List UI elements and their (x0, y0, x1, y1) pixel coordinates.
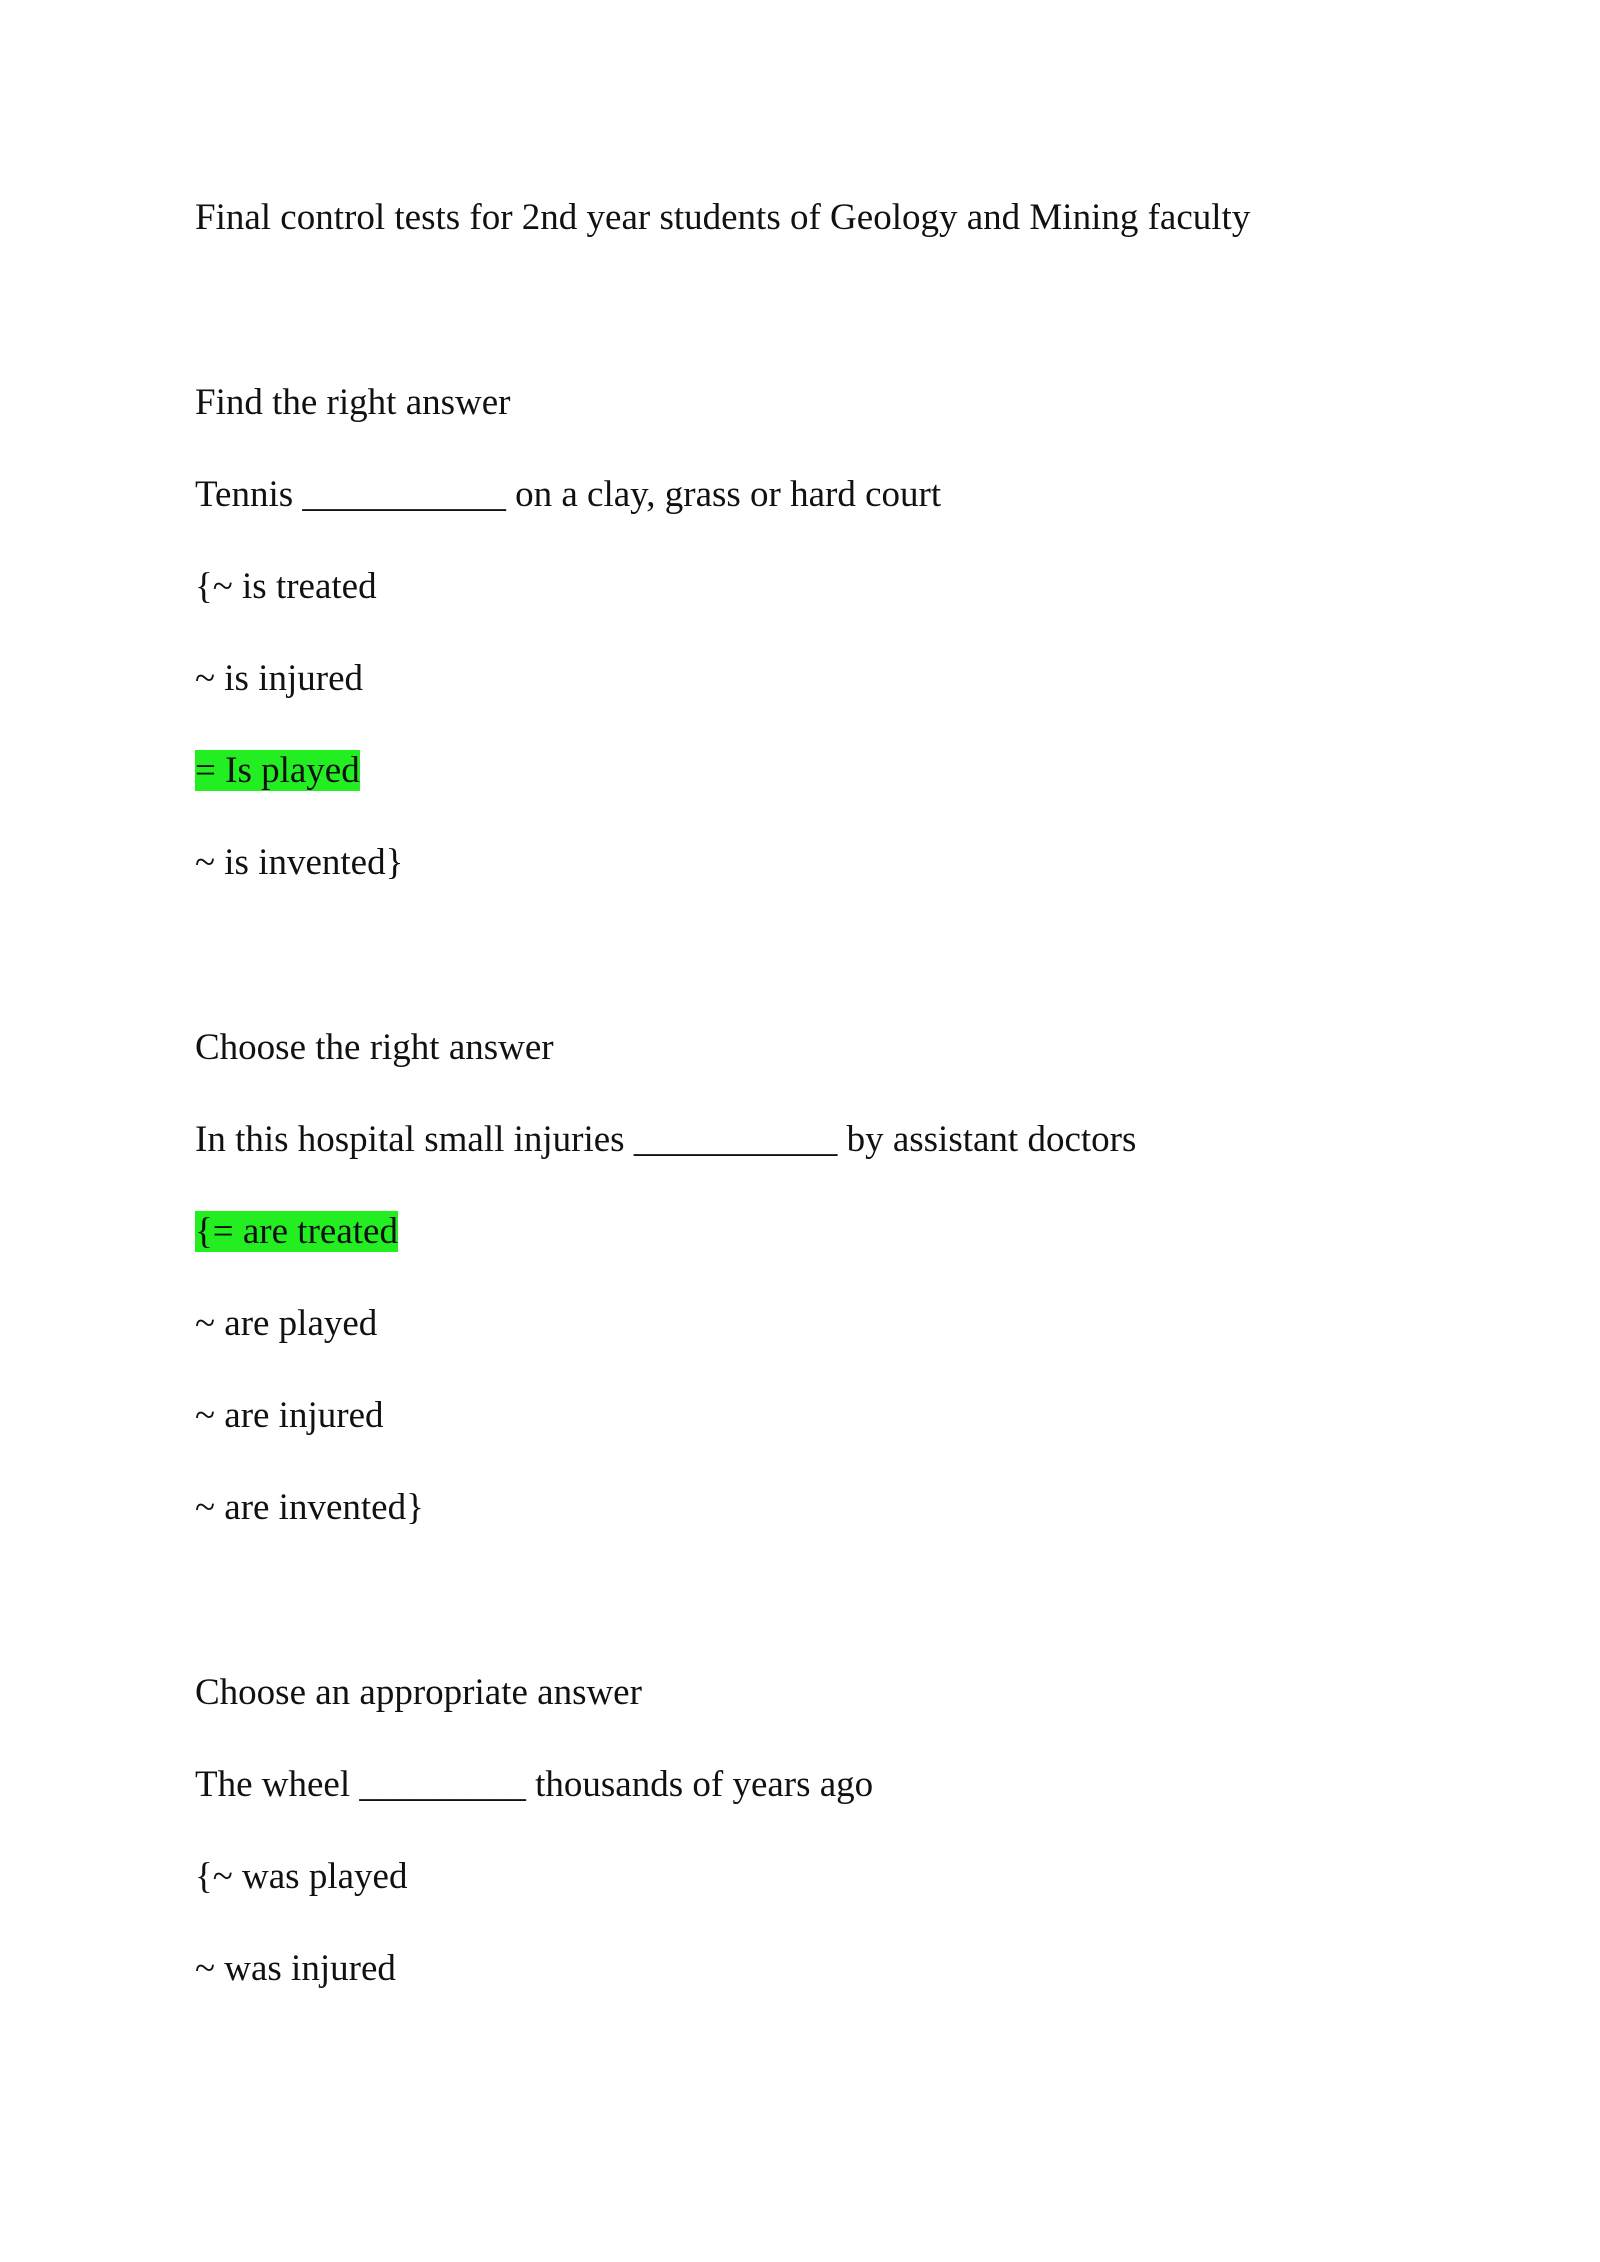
question-2-stem: In this hospital small injuries ___________ by assistant doctors (195, 1119, 1137, 1160)
question-3-option-2: ~ was injured (195, 1948, 396, 1989)
question-2-option-1-correct (195, 1208, 398, 1256)
question-1-stem: Tennis ___________ on a clay, grass or hard court (195, 474, 942, 515)
question-1-option-4: ~ is invented} (195, 842, 404, 883)
question-2-instruction: Choose the right answer (195, 1027, 554, 1068)
question-2-option-4: ~ are invented} (195, 1487, 424, 1528)
question-1-instruction: Find the right answer (195, 382, 511, 423)
document-title: Final control tests for 2nd year students of Geology and Mining faculty (195, 197, 1251, 238)
question-2-option-3: ~ are injured (195, 1395, 384, 1436)
question-2-option-2: ~ are played (195, 1303, 378, 1344)
correct-answer-highlight: = Is played (195, 750, 360, 791)
question-1-option-2: ~ is injured (195, 658, 363, 699)
question-3-stem: The wheel _________ thousands of years ago (195, 1764, 874, 1805)
question-3-instruction: Choose an appropriate answer (195, 1672, 642, 1713)
question-3-option-1: {~ was played (195, 1856, 408, 1897)
correct-answer-highlight: {= are treated (195, 1211, 398, 1252)
question-1-option-3-correct (195, 747, 360, 795)
question-1-option-1: {~ is treated (195, 566, 377, 607)
